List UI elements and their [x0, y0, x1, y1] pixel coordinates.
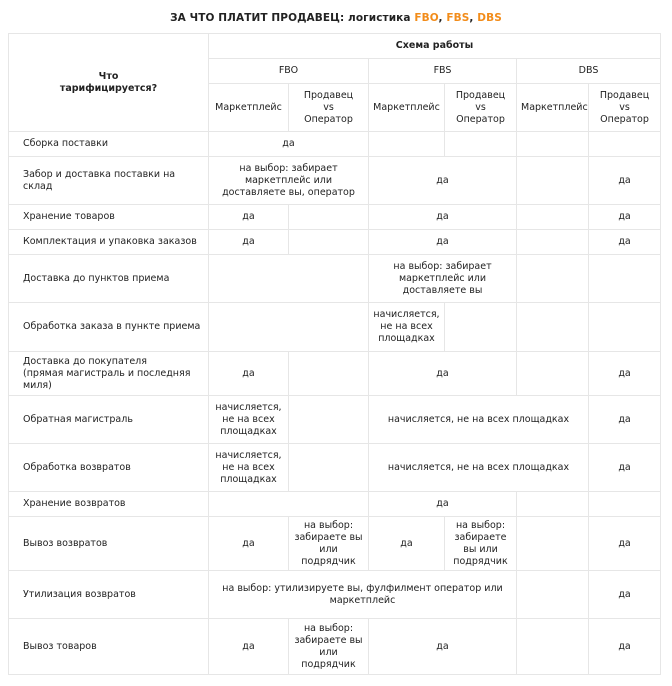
header-what: Что тарифицируется? — [9, 34, 209, 132]
cell-value: на выбор: забирает маркетплейс или доставляете вы, оператор — [209, 157, 369, 205]
cell-empty — [589, 492, 661, 517]
cell-empty — [289, 396, 369, 444]
cell-value: да — [589, 396, 661, 444]
table-row — [9, 619, 661, 675]
cell-empty — [517, 352, 589, 396]
cell-value: да — [589, 619, 661, 675]
cell-empty — [517, 132, 589, 157]
row-label: Хранение товаров — [9, 205, 209, 230]
row-label: Вывоз возвратов — [9, 517, 209, 571]
cell-empty — [517, 517, 589, 571]
cell-value: да — [589, 352, 661, 396]
row-label: Доставка до покупателя (прямая магистраль и последняя миля) — [9, 352, 209, 396]
row-label: Обработка возвратов — [9, 444, 209, 492]
cell-value: на выбор: утилизируете вы, фулфилмент оператор или маркетплейс — [209, 571, 517, 619]
row-label: Забор и доставка поставки на склад — [9, 157, 209, 205]
cell-value: на выбор: забираете вы или подрядчик — [289, 619, 369, 675]
cell-value: да — [369, 352, 517, 396]
title-fbo: FBO — [414, 12, 439, 24]
row-label: Хранение возвратов — [9, 492, 209, 517]
cell-empty — [445, 303, 517, 352]
cell-empty — [289, 230, 369, 255]
table-row — [9, 492, 661, 517]
cell-empty — [517, 571, 589, 619]
table-row — [9, 303, 661, 352]
cell-empty — [517, 303, 589, 352]
cell-empty — [209, 492, 369, 517]
page-title — [0, 12, 672, 24]
cell-empty — [589, 255, 661, 303]
table-row — [9, 157, 661, 205]
cell-empty — [517, 255, 589, 303]
table-row — [9, 205, 661, 230]
row-label: Комплектация и упаковка заказов — [9, 230, 209, 255]
cell-value: да — [209, 619, 289, 675]
cell-value: да — [589, 571, 661, 619]
table-row — [9, 132, 661, 157]
table-row — [9, 517, 661, 571]
cell-value: начисляется, не на всех площадках — [369, 303, 445, 352]
row-label: Сборка поставки — [9, 132, 209, 157]
cell-value: начисляется, не на всех площадках — [369, 396, 589, 444]
cell-empty — [517, 619, 589, 675]
header-dbs-seller: Продавец vs Оператор — [589, 84, 661, 132]
header-dbs-marketplace: Маркетплейс — [517, 84, 589, 132]
cell-empty — [517, 205, 589, 230]
header-dbs: DBS — [517, 59, 661, 84]
cell-value: да — [209, 517, 289, 571]
title-sep: , — [469, 12, 478, 24]
cell-value: начисляется, не на всех площадках — [209, 396, 289, 444]
cell-value: да — [589, 157, 661, 205]
cell-value: да — [209, 352, 289, 396]
cell-value: да — [589, 230, 661, 255]
cell-value: да — [369, 492, 517, 517]
table-row — [9, 396, 661, 444]
cell-value: да — [589, 444, 661, 492]
header-fbs: FBS — [369, 59, 517, 84]
cell-value: да — [209, 230, 289, 255]
row-label: Доставка до пунктов приема — [9, 255, 209, 303]
cell-empty — [517, 492, 589, 517]
title-fbs: FBS — [446, 12, 470, 24]
cell-empty — [209, 303, 369, 352]
cell-value: да — [369, 230, 517, 255]
title-dbs: DBS — [477, 12, 502, 24]
row-label: Обратная магистраль — [9, 396, 209, 444]
cell-value: начисляется, не на всех площадках — [209, 444, 289, 492]
cell-value: да — [209, 132, 369, 157]
header-fbo-marketplace: Маркетплейс — [209, 84, 289, 132]
cell-value: на выбор: забираете вы или подрядчик — [445, 517, 517, 571]
table-row — [9, 352, 661, 396]
cell-value: да — [369, 157, 517, 205]
cell-empty — [589, 132, 661, 157]
cell-empty — [369, 132, 445, 157]
cell-value: начисляется, не на всех площадках — [369, 444, 589, 492]
header-fbs-marketplace: Маркетплейс — [369, 84, 445, 132]
header-fbo-seller: Продавец vs Оператор — [289, 84, 369, 132]
tariff-table — [8, 33, 661, 675]
cell-empty — [445, 132, 517, 157]
cell-value: да — [209, 205, 289, 230]
cell-value: да — [369, 619, 517, 675]
table-row — [9, 230, 661, 255]
table-row — [9, 255, 661, 303]
table-row — [9, 444, 661, 492]
cell-value: на выбор: забирает маркетплейс или доставляете вы — [369, 255, 517, 303]
header-scheme: Схема работы — [209, 34, 661, 59]
cell-value: да — [589, 205, 661, 230]
row-label: Утилизация возвратов — [9, 571, 209, 619]
table-row — [9, 571, 661, 619]
cell-empty — [517, 230, 589, 255]
header-fbo: FBO — [209, 59, 369, 84]
header-fbs-seller: Продавец vs Оператор — [445, 84, 517, 132]
row-label: Обработка заказа в пункте приема — [9, 303, 209, 352]
cell-value: на выбор: забираете вы или подрядчик — [289, 517, 369, 571]
cell-value: да — [369, 205, 517, 230]
title-prefix: ЗА ЧТО ПЛАТИТ ПРОДАВЕЦ: логистика — [170, 12, 415, 24]
cell-empty — [289, 352, 369, 396]
cell-empty — [589, 303, 661, 352]
cell-empty — [289, 205, 369, 230]
cell-value: да — [369, 517, 445, 571]
cell-empty — [517, 157, 589, 205]
cell-empty — [209, 255, 369, 303]
title-sep: , — [438, 12, 447, 24]
cell-value: да — [589, 517, 661, 571]
cell-empty — [289, 444, 369, 492]
row-label: Вывоз товаров — [9, 619, 209, 675]
